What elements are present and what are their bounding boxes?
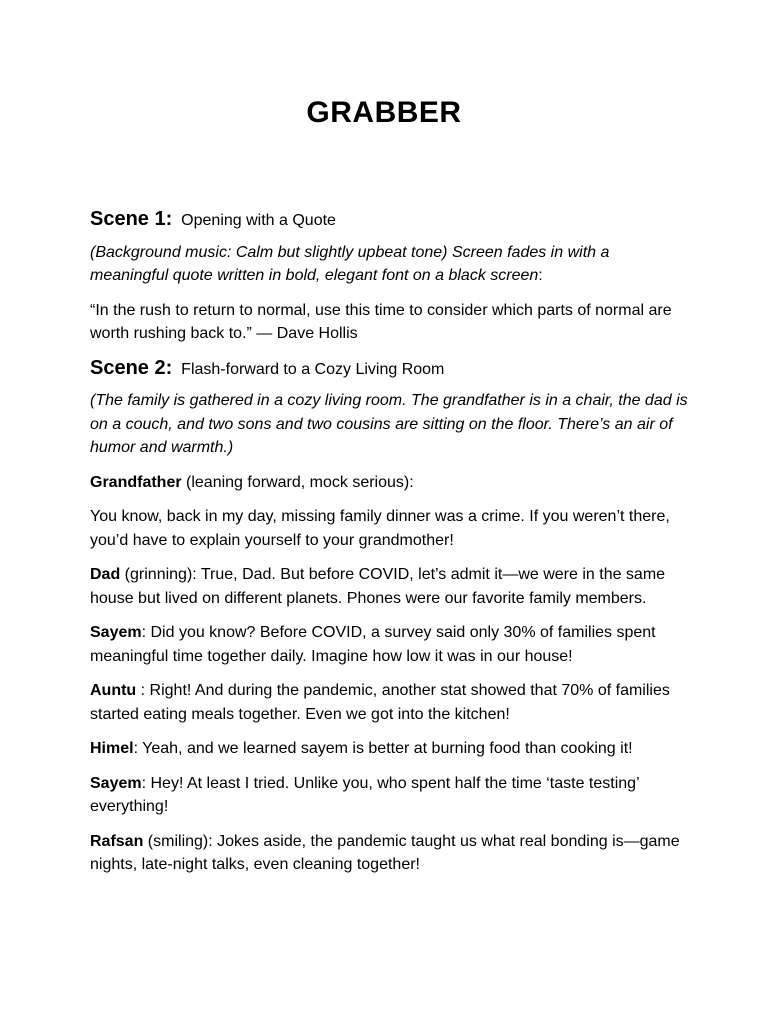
stage-direction-text: (Background music: Calm but slightly upbeat tone) Screen fades in with a meaningful quote written in bold, elegant font on a black screen [90, 243, 610, 284]
scene-heading-1 [90, 208, 690, 233]
dialogue-line [90, 471, 690, 495]
quote-paragraph: “In the rush to return to normal, use this time to consider which parts of normal are worth rushing back to.” — Dave Hollis [90, 301, 672, 342]
dialogue-line [90, 563, 690, 610]
scene-heading-2 [90, 357, 690, 382]
speaker-name: Himel [90, 740, 134, 757]
dialogue-line [90, 772, 690, 819]
dialogue-line [90, 830, 690, 877]
scene-label: Scene 1 [90, 208, 166, 230]
dialogue-line [90, 679, 690, 726]
speaker-name: Auntu [90, 682, 137, 699]
dialogue-text: : Right! And during the pandemic, another stat showed that 70% of families started eating meals together. Even we got into the kitchen! [90, 682, 670, 723]
dialogue-text: (grinning): True, Dad. But before COVID, let’s admit it—we were in the same house but lived on different planets. Phones were our favorite family members. [90, 566, 666, 607]
speaker-name: Dad [90, 566, 121, 583]
dialogue-line [90, 621, 690, 668]
dialogue-line [90, 505, 690, 552]
stage-direction-colon: : [538, 267, 543, 284]
speaker-name: Sayem [90, 774, 142, 792]
document-title: GRABBER [306, 96, 462, 129]
stage-direction: (The family is gathered in a cozy living room. The grandfather is in a chair, the dad is on a couch, and two sons and two cousins are sitting on the floor. There’s an air of humor and warmth.) [90, 392, 688, 456]
speaker-name: Sayem [90, 624, 142, 641]
stage-direction [90, 241, 690, 288]
dialogue-text: : Hey! At least I tried. Unlike you, who spent half the time ‘taste testing’ everything! [90, 774, 640, 815]
dialogue-text: : Did you know? Before COVID, a survey said only 30% of families spent meaningful time together daily. Imagine how low it was in our house! [90, 624, 656, 665]
dialogue-text: You know, back in my day, missing family dinner was a crime. If you weren’t there, you’d have to explain yourself to your grandmother! [90, 508, 670, 549]
speaker-name: Rafsan [90, 832, 144, 850]
scene-colon: : [165, 356, 173, 379]
dialogue-text: (smiling): Jokes aside, the pandemic taught us what real bonding is—game nights, late-night talks, even cleaning together! [90, 832, 680, 873]
dialogue-line [90, 737, 690, 761]
dialogue-text: (leaning forward, mock serious): [181, 473, 414, 491]
document-body [90, 208, 690, 888]
scene-description: Opening with a Quote [181, 212, 336, 229]
scene-colon: : [165, 208, 173, 230]
scene-label: Scene 2 [90, 356, 166, 379]
speaker-name: Grandfather [90, 473, 182, 491]
scene-description: Flash-forward to a Cozy Living Room [181, 360, 445, 378]
dialogue-text: : Yeah, and we learned sayem is better at burning food than cooking it! [133, 740, 633, 757]
